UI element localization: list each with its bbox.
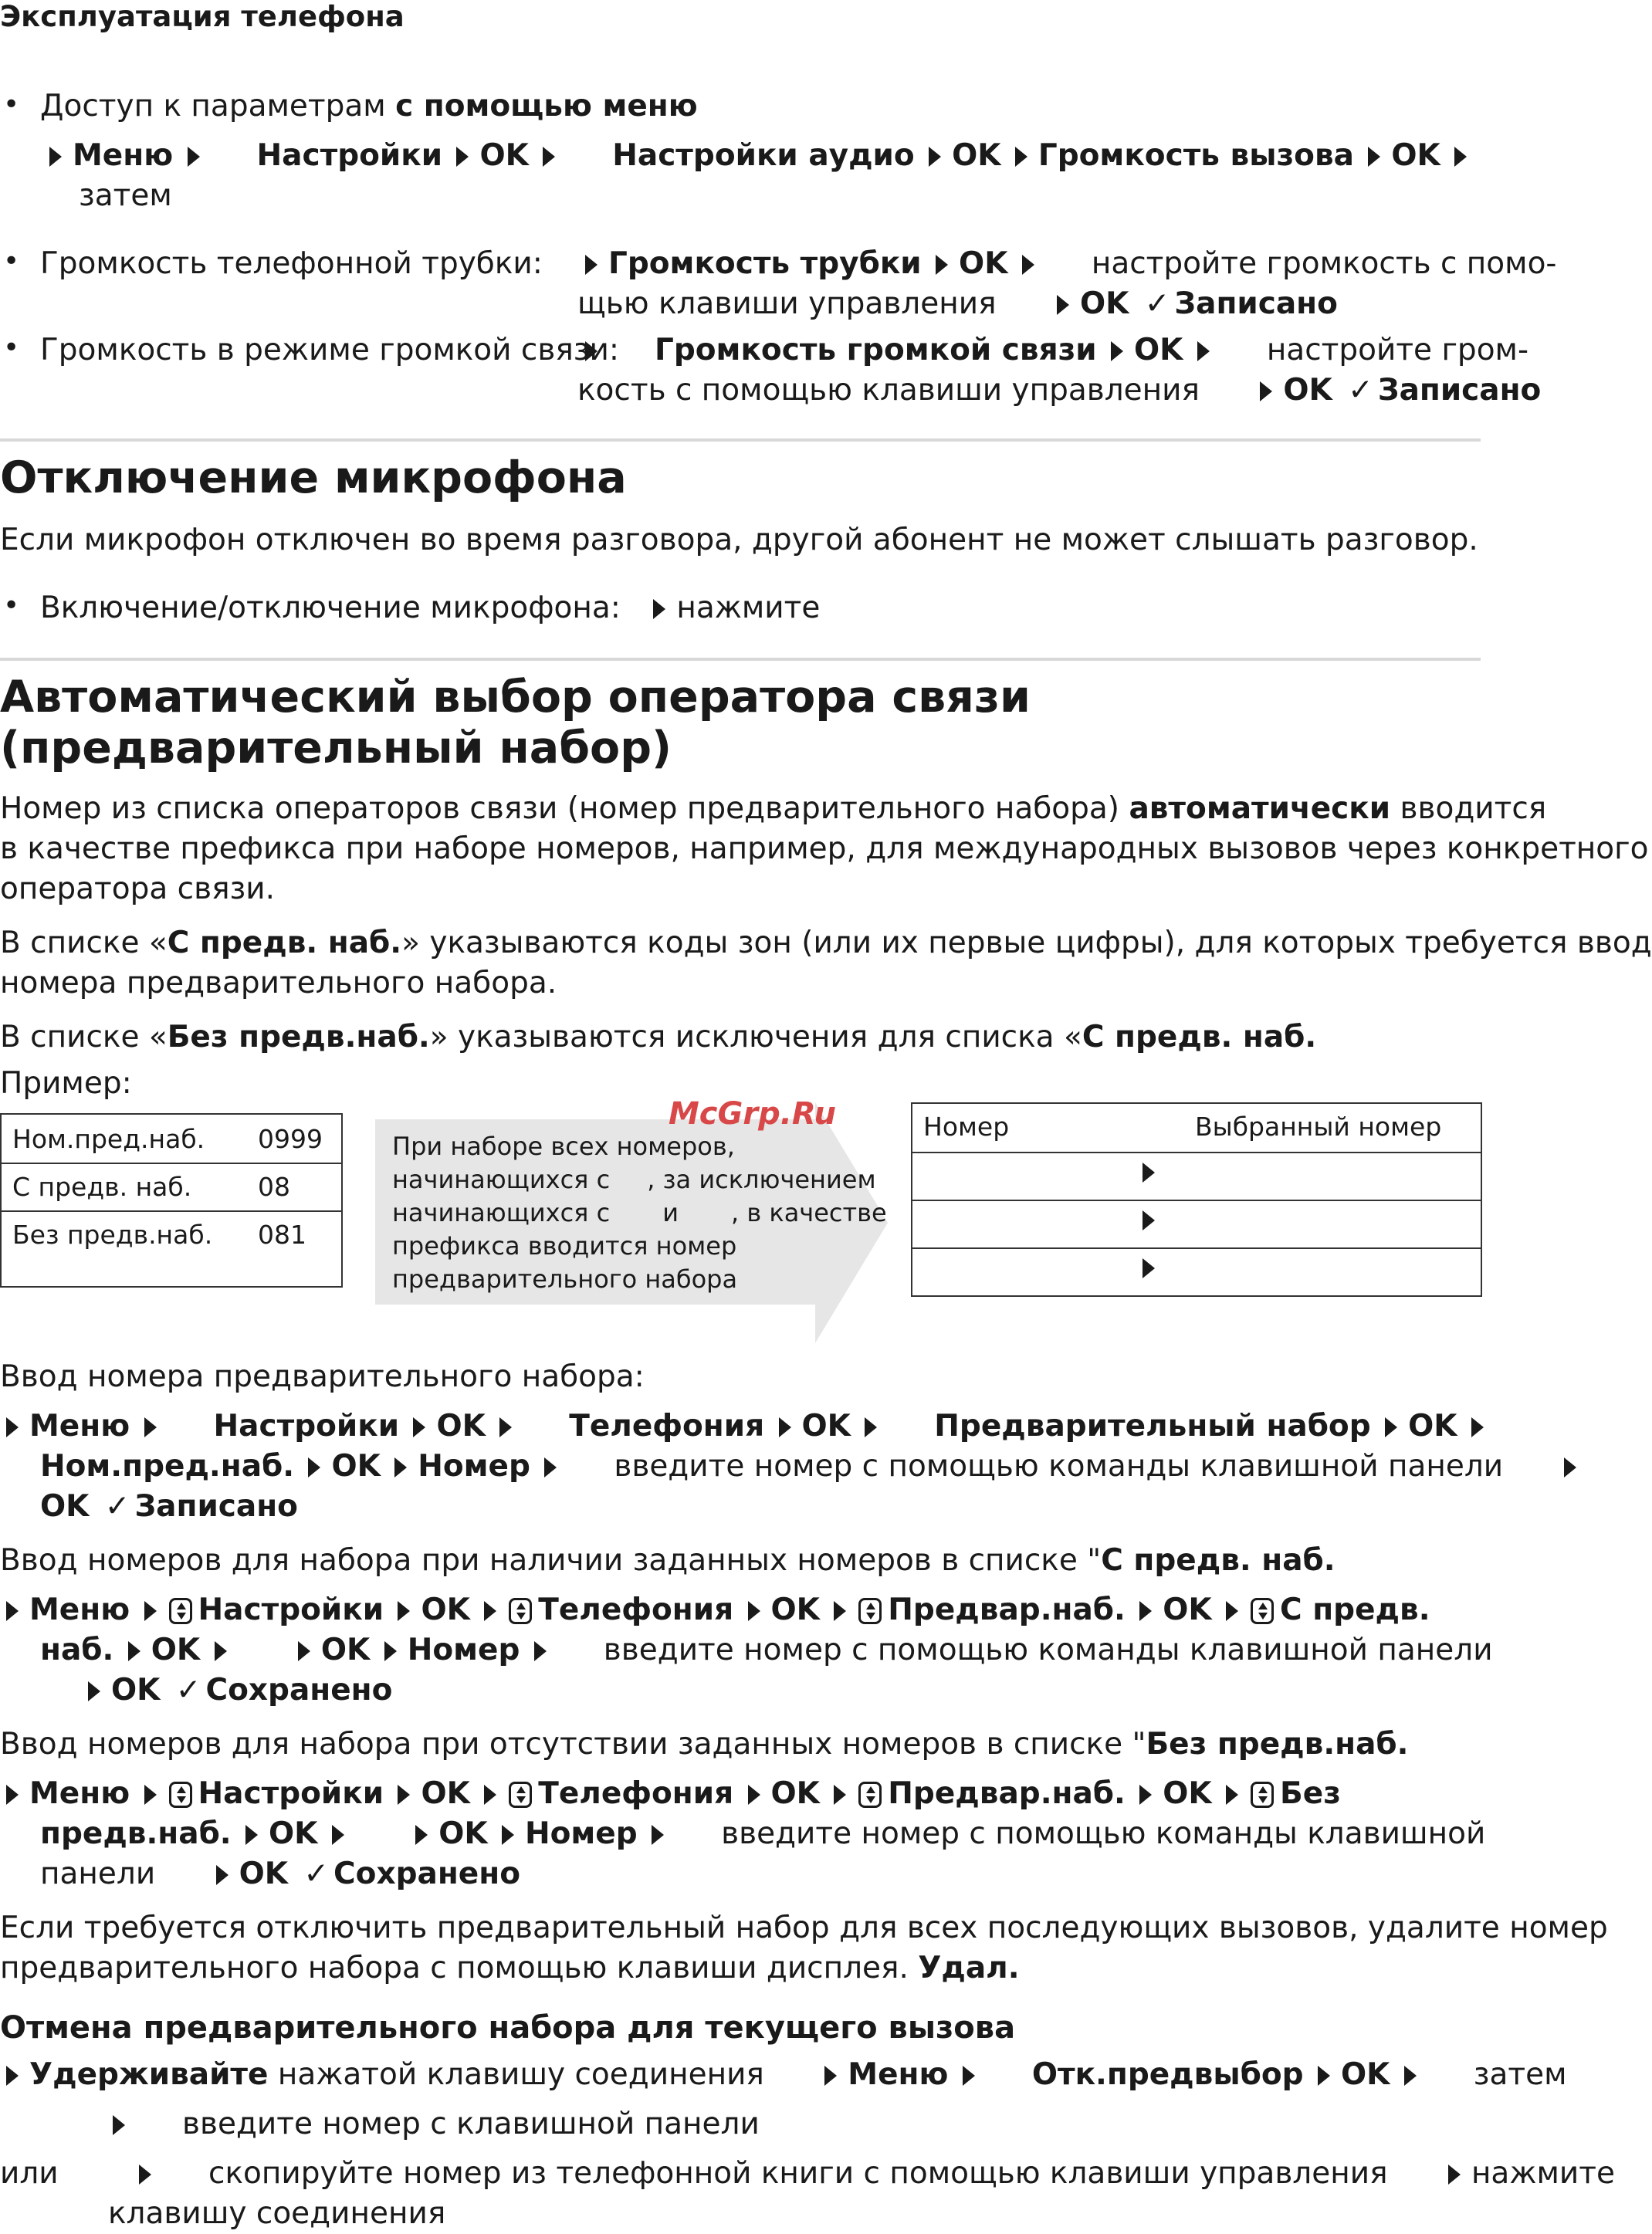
check-icon: ✓	[1144, 286, 1170, 321]
arrow-icon	[398, 1601, 410, 1621]
without-prefix-title: Ввод номеров для набора при отсутствии заданных номеров в списке "Без предв.наб.	[0, 1727, 1409, 1762]
navigation-key-icon	[1251, 1598, 1274, 1624]
arrow-icon	[1139, 1785, 1152, 1805]
arrow-icon	[415, 1825, 428, 1845]
arrow-icon	[1057, 295, 1069, 315]
prefix-para-2-line2: номера предварительного набора.	[0, 966, 557, 1000]
example-row-2-label: С предв. наб.	[12, 1172, 192, 1202]
arrow-icon	[748, 1785, 760, 1805]
arrow-icon	[215, 1641, 227, 1661]
arrow-icon	[113, 2115, 125, 2135]
navigation-key-icon	[858, 1782, 882, 1808]
prefix-para-1: Номер из списка операторов связи (номер предварительного набора) автоматически вводится	[0, 791, 1547, 826]
arrow-icon	[298, 1641, 310, 1661]
mic-section-title: Отключение микрофона	[0, 452, 627, 503]
arrow-icon	[6, 1601, 19, 1621]
result-row-1	[1143, 1163, 1155, 1184]
arrow-icon	[128, 1641, 140, 1661]
cancel-path-3: или скопируйте номер из телефонной книги с помощью клавиши управления нажмите	[0, 2156, 1615, 2191]
with-prefix-path-3: OK ✓ Сохранено	[83, 1670, 392, 1711]
table-row-divider	[912, 1247, 1481, 1249]
check-icon: ✓	[303, 1857, 330, 1891]
arrow-icon	[1143, 1258, 1155, 1278]
navigation-key-icon	[169, 1782, 192, 1808]
navigation-key-icon	[169, 1598, 192, 1624]
arrow-icon	[653, 599, 665, 619]
arrow-icon	[1318, 2066, 1330, 2086]
page-header: Эксплуатация телефона	[0, 0, 405, 33]
section-divider	[0, 658, 1481, 661]
check-icon: ✓	[104, 1489, 130, 1524]
arrow-icon	[834, 1601, 846, 1621]
without-prefix-path-1: Меню Настройки OK Телефония OK Предвар.наб. OK Без	[2, 1774, 1341, 1814]
arrow-icon	[484, 1785, 496, 1805]
arrow-icon	[585, 255, 597, 275]
arrow-icon	[1139, 1601, 1152, 1621]
navigation-key-icon	[509, 1598, 532, 1624]
without-prefix-path-3: панели OK ✓ Сохранено	[40, 1857, 520, 1891]
example-row-2-value: 08	[258, 1172, 290, 1202]
handset-volume-path: Громкость трубки OK настройте громкость с помо-	[581, 244, 1557, 284]
example-row-1-value: 0999	[258, 1124, 323, 1154]
arrow-icon	[544, 1457, 557, 1477]
arrow-icon	[1404, 2066, 1417, 2086]
result-row-2	[1143, 1210, 1155, 1232]
prefix-section-title-2: (предварительный набор)	[0, 723, 672, 773]
table-row-divider	[2, 1210, 341, 1212]
arrow-icon	[502, 1825, 514, 1845]
arrow-icon	[6, 1417, 19, 1437]
watermark: McGrp.Ru	[669, 1096, 836, 1132]
table-row-divider	[2, 1163, 341, 1164]
handset-volume-path-2: щью клавиши управления OK ✓ Записано	[577, 286, 1338, 321]
arrow-icon	[929, 147, 941, 167]
arrow-icon	[216, 1865, 229, 1885]
navigation-key-icon	[1251, 1782, 1274, 1808]
section-divider	[0, 438, 1481, 442]
check-icon: ✓	[175, 1673, 201, 1708]
arrow-icon	[398, 1785, 410, 1805]
prefix-para-1-line3: оператора связи.	[0, 872, 276, 906]
prefix-para-1-line2: в качестве префикса при наборе номеров, например, для международных вызовов через конкретного	[0, 831, 1649, 866]
arrow-icon	[1226, 1601, 1238, 1621]
arrow-icon	[834, 1785, 846, 1805]
check-icon: ✓	[1348, 373, 1373, 408]
example-label: Пример:	[0, 1066, 132, 1101]
bullet-dot: •	[3, 245, 20, 277]
cancel-path-4: клавишу соединения	[108, 2196, 446, 2231]
arrow-icon	[963, 2066, 975, 2086]
with-prefix-title: Ввод номеров для набора при наличии заданных номеров в списке "С предв. наб.	[0, 1543, 1335, 1578]
enter-prefix-path-3: OK ✓ Записано	[40, 1489, 298, 1524]
arrow-icon	[748, 1601, 760, 1621]
arrow-icon	[534, 1641, 547, 1661]
arrow-icon	[139, 2165, 151, 2185]
bullet-dot: •	[3, 89, 20, 120]
arrow-icon	[779, 1417, 791, 1437]
table-row-divider	[912, 1152, 1481, 1153]
result-table	[911, 1102, 1482, 1297]
arrow-icon	[245, 1825, 258, 1845]
arrow-icon	[1448, 2165, 1461, 2185]
speaker-volume-path: Громкость громкой связи OK настройте гром-	[581, 330, 1528, 371]
arrow-icon	[1015, 147, 1027, 167]
speaker-volume-path-2: кость с помощью клавиши управления OK ✓ Записано	[577, 373, 1542, 408]
mic-toggle-line: Включение/отключение микрофона: нажмите	[40, 591, 821, 625]
example-table	[0, 1113, 343, 1288]
arrow-icon	[1260, 381, 1272, 401]
arrow-icon	[413, 1417, 425, 1437]
arrow-icon	[144, 1417, 157, 1437]
prefix-section-title-1: Автоматический выбор оператора связи	[0, 672, 1031, 723]
arrow-icon	[652, 1825, 664, 1845]
arrow-icon	[1226, 1785, 1238, 1805]
disable-text-2: предварительного набора с помощью клавиши дисплея. Удал.	[0, 1951, 1020, 1985]
arrow-icon	[1111, 341, 1123, 361]
arrow-icon	[1471, 1417, 1484, 1437]
without-prefix-path-2: предв.наб. OK OK Номер введите номер с помощью команды клавишной	[40, 1816, 1486, 1851]
arrow-icon	[6, 1785, 19, 1805]
arrow-icon	[543, 147, 555, 167]
volume-menu-path: Меню Настройки OK Настройки аудио OK Громкость вызова OK	[45, 136, 1478, 176]
arrow-icon	[865, 1417, 877, 1437]
cancel-path-2: введите номер с клавишной панели	[108, 2104, 760, 2144]
volume-then: затем	[79, 178, 172, 213]
bullet-dot: •	[3, 332, 20, 364]
arrow-icon	[456, 147, 469, 167]
arrow-icon	[1143, 1163, 1155, 1183]
arrow-icon	[144, 1601, 157, 1621]
cancel-path-1: Удерживайте нажатой клавишу соединения Меню Отк.предвыбор OK затем	[2, 2055, 1567, 2095]
enter-prefix-path-1: Меню Настройки OK Телефония OK Предварительный набор OK	[2, 1406, 1495, 1447]
prefix-para-2: В списке «С предв. наб.» указываются коды зон (или их первые цифры), для которых требуется ввод	[0, 926, 1652, 960]
arrow-icon	[1385, 1417, 1397, 1437]
mic-description: Если микрофон отключен во время разговора, другой абонент не может слышать разговор.	[0, 523, 1478, 557]
arrow-icon	[484, 1601, 496, 1621]
disable-text-1: Если требуется отключить предварительный набор для всех последующих вызовов, удалите номер	[0, 1911, 1608, 1945]
volume-access-line: Доступ к параметрам с помощью меню	[40, 89, 698, 124]
navigation-key-icon	[858, 1598, 882, 1624]
arrow-icon	[585, 341, 597, 361]
bullet-dot: •	[3, 590, 20, 621]
arrow-callout-text: При наборе всех номеров, начинающихся с , за исключением начинающихся с и , в качестве префикса вводится номер предварительного набора	[392, 1132, 887, 1294]
result-col-number: Номер	[923, 1112, 1010, 1142]
with-prefix-path-1: Меню Настройки OK Телефония OK Предвар.наб. OK С предв.	[2, 1590, 1430, 1630]
cancel-title: Отмена предварительного набора для текущего вызова	[0, 2010, 1016, 2046]
example-row-3-value: 081	[258, 1220, 306, 1250]
arrow-icon	[308, 1457, 320, 1477]
navigation-key-icon	[509, 1782, 532, 1808]
enter-prefix-path-2: Ном.пред.наб. OK Номер введите номер с помощью команды клавишной панели	[40, 1447, 1587, 1487]
arrow-icon	[1197, 341, 1210, 361]
arrow-icon	[49, 147, 62, 167]
arrow-icon	[936, 255, 948, 275]
speaker-volume-label: Громкость в режиме громкой связи:	[40, 333, 620, 367]
handset-volume-label: Громкость телефонной трубки:	[40, 246, 543, 281]
arrow-icon	[499, 1417, 512, 1437]
prefix-para-3: В списке «Без предв.наб.» указываются исключения для списка «С предв. наб.	[0, 1020, 1317, 1054]
arrow-icon	[1022, 255, 1034, 275]
example-row-3-label: Без предв.наб.	[12, 1220, 213, 1250]
arrow-icon	[1368, 147, 1380, 167]
arrow-icon	[384, 1641, 397, 1661]
arrow-icon	[6, 2066, 19, 2086]
result-col-selected: Выбранный номер	[1195, 1112, 1442, 1142]
arrow-icon	[188, 147, 200, 167]
arrow-icon	[88, 1681, 100, 1701]
arrow-icon	[332, 1825, 344, 1845]
arrow-icon	[1143, 1210, 1155, 1230]
arrow-icon	[144, 1785, 157, 1805]
table-row-divider	[912, 1200, 1481, 1201]
arrow-icon	[1454, 147, 1467, 167]
enter-prefix-title: Ввод номера предварительного набора:	[0, 1359, 645, 1394]
with-prefix-path-2: наб. OK OK Номер введите номер с помощью команды клавишной панели	[40, 1633, 1493, 1667]
example-row-1-label: Ном.пред.наб.	[12, 1124, 205, 1154]
arrow-icon	[824, 2066, 837, 2086]
result-row-3	[1143, 1258, 1155, 1280]
arrow-icon	[1564, 1457, 1576, 1477]
arrow-icon	[394, 1457, 407, 1477]
